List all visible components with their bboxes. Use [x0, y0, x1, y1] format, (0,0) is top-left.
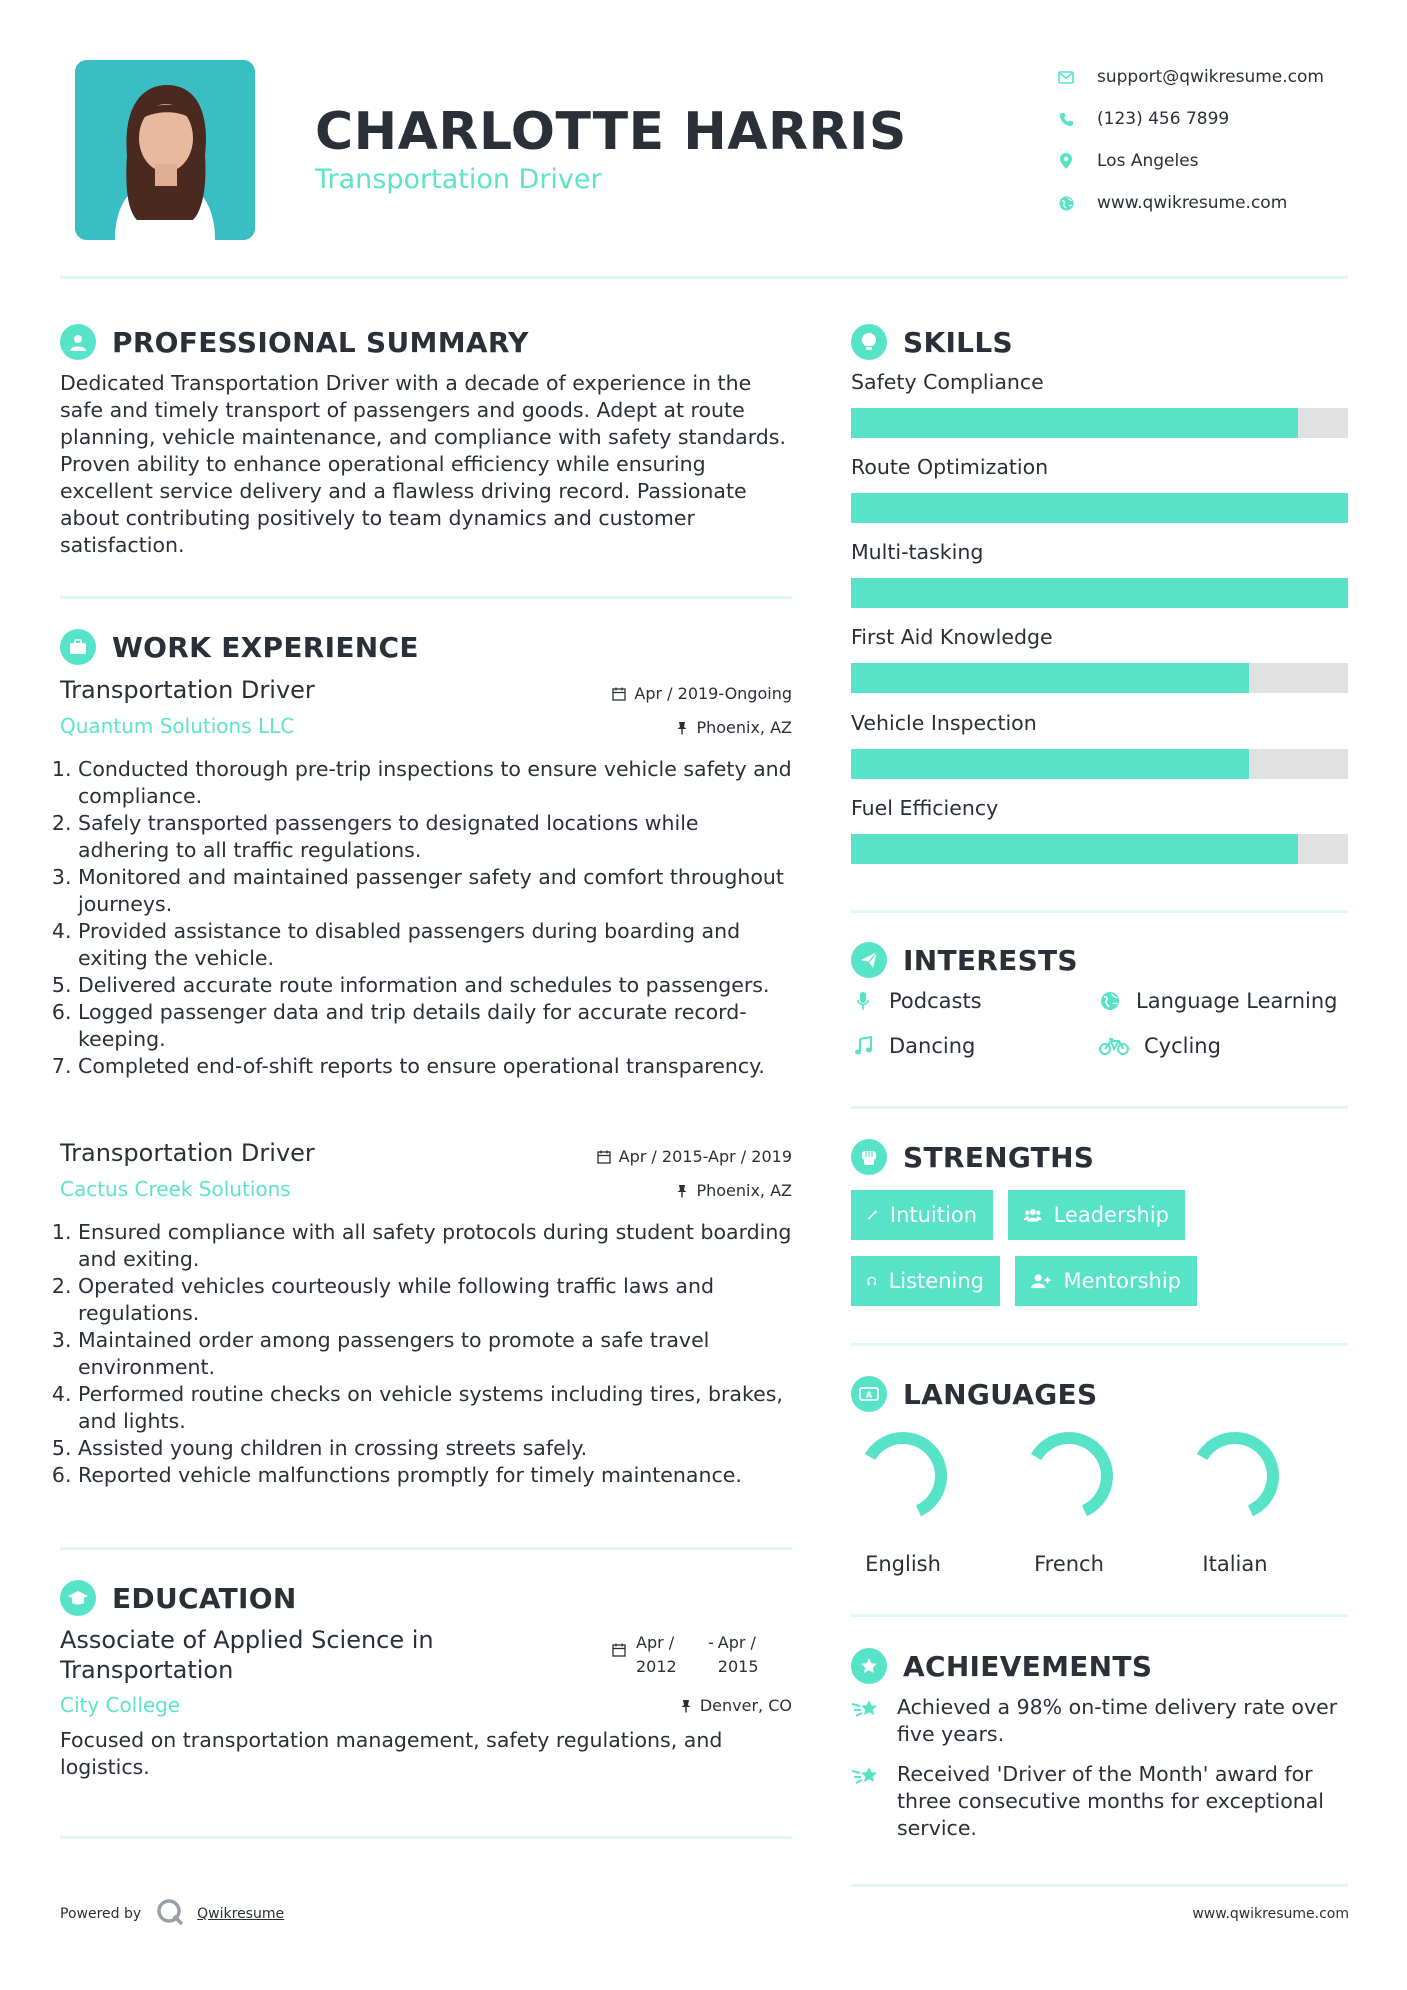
calendar-icon — [612, 1643, 626, 1657]
job-bullet: 2. Safely transported passengers to designated locations while adhering to all traffic regulations. — [78, 810, 792, 864]
achievements-heading-text: ACHIEVEMENTS — [903, 1649, 1153, 1683]
experience-divider — [60, 1547, 792, 1550]
skill-item — [851, 370, 1348, 438]
skill-bar-fill — [851, 749, 1249, 779]
education-start: Apr / 2012 — [636, 1633, 677, 1676]
user-plus-icon — [1031, 1272, 1052, 1290]
job-title: Transportation Driver — [60, 1139, 315, 1167]
skill-label: Vehicle Inspection — [851, 711, 1037, 735]
music-note-icon — [851, 1036, 875, 1056]
job-bullet: 2. Operated vehicles courteously while following traffic laws and regulations. — [78, 1273, 792, 1327]
microphone-icon — [851, 991, 875, 1011]
education-location — [680, 1696, 792, 1715]
strength-tag — [1008, 1190, 1185, 1240]
job-bullet: 5. Delivered accurate route information and schedules to passengers. — [78, 972, 792, 999]
svg-text:A: A — [865, 1390, 873, 1400]
interest-item — [851, 1034, 975, 1058]
job-dates — [612, 684, 792, 703]
language-ring-arc — [1036, 1438, 1107, 1511]
interest-label: Podcasts — [889, 989, 982, 1013]
powered-by-text: Powered by — [60, 1906, 142, 1922]
job-location — [676, 718, 792, 737]
strengths-heading-text: STRENGTHS — [903, 1140, 1095, 1174]
interest-item — [1098, 989, 1337, 1013]
fist-icon — [851, 1139, 887, 1175]
skill-item — [851, 796, 1348, 864]
calendar-icon — [597, 1150, 611, 1164]
pushpin-icon — [680, 1699, 692, 1713]
skill-bar-fill — [851, 663, 1249, 693]
job-company: Quantum Solutions LLC — [60, 714, 295, 738]
education-heading — [60, 1580, 297, 1616]
job-dates-text: Apr / 2015-Apr / 2019 — [618, 1147, 792, 1166]
language-ring — [853, 1426, 953, 1526]
skill-bar-fill — [851, 578, 1348, 608]
language-name: French — [1034, 1552, 1104, 1576]
skills-heading — [851, 324, 1013, 360]
strength-tag — [851, 1190, 993, 1240]
interests-divider — [851, 1106, 1348, 1109]
language-name: English — [865, 1552, 941, 1576]
job-bullet: 5. Assisted young children in crossing streets safely. — [78, 1435, 792, 1462]
bicycle-icon — [1098, 1037, 1130, 1055]
interest-label: Language Learning — [1136, 989, 1338, 1013]
briefcase-icon — [60, 629, 96, 665]
globe-icon — [1055, 192, 1077, 214]
education-end: Apr / 2015 — [717, 1633, 759, 1676]
contact-website-text: www.qwikresume.com — [1097, 193, 1288, 213]
strength-label: Intuition — [889, 1203, 977, 1227]
magic-wand-icon — [867, 1206, 878, 1224]
shooting-star-icon — [851, 1694, 897, 1748]
contact-phone-text: (123) 456 7899 — [1097, 109, 1230, 129]
job-bullets — [60, 1219, 792, 1489]
interests-heading-text: INTERESTS — [903, 943, 1078, 977]
skill-label: Safety Compliance — [851, 370, 1044, 394]
summary-text: Dedicated Transportation Driver with a decade of experience in the safe and timely transport of passengers and goods. Adept at route planning, vehicle maintenance, and compliance with safety standards. Proven ability to enhance operational efficiency while ensuring excellent service delivery and a flawless driving record. Passionate about contributing positively to team dynamics and customer satisfaction. — [60, 371, 786, 557]
header-divider — [60, 276, 1348, 279]
language-ring-arc — [1202, 1438, 1273, 1511]
job-bullet: 4. Provided assistance to disabled passengers during boarding and exiting the vehicle. — [78, 918, 792, 972]
education-location-text: Denver, CO — [699, 1696, 792, 1715]
education-heading-text: EDUCATION — [112, 1581, 297, 1615]
summary-heading — [60, 324, 529, 360]
strengths-divider — [851, 1343, 1348, 1346]
skill-label: Route Optimization — [851, 455, 1049, 479]
contact-website[interactable] — [1055, 182, 1324, 224]
skill-bar — [851, 834, 1348, 864]
interest-label: Dancing — [889, 1034, 976, 1058]
job-bullet: 3. Maintained order among passengers to promote a safe travel environment. — [78, 1327, 792, 1381]
language-card-icon — [851, 1376, 887, 1412]
job-bullet: 4. Performed routine checks on vehicle systems including tires, brakes, and lights. — [78, 1381, 792, 1435]
contact-location — [1055, 140, 1324, 182]
education-dates — [612, 1631, 774, 1679]
skills-heading-text: SKILLS — [903, 325, 1013, 359]
job-dates — [597, 1147, 792, 1166]
job-entry — [60, 676, 792, 1080]
job-entry — [60, 1139, 792, 1489]
skill-label: Multi-tasking — [851, 540, 984, 564]
footer-site-link[interactable]: www.qwikresume.com — [1192, 1906, 1349, 1922]
experience-heading — [60, 629, 419, 665]
language-item — [1185, 1426, 1285, 1576]
job-location-text: Phoenix, AZ — [696, 1181, 792, 1200]
achievements-divider — [851, 1884, 1348, 1887]
job-dates-text: Apr / 2019-Ongoing — [634, 684, 792, 703]
language-item — [1019, 1426, 1119, 1576]
interests-heading — [851, 942, 1078, 978]
shooting-star-icon — [851, 1761, 897, 1842]
job-title: Transportation Driver — [60, 676, 315, 704]
achievement-item — [851, 1694, 1351, 1748]
interest-item — [851, 989, 982, 1013]
star-badge-icon — [851, 1648, 887, 1684]
strength-label: Leadership — [1053, 1203, 1169, 1227]
users-icon — [1024, 1206, 1042, 1224]
job-bullet: 3. Monitored and maintained passenger safety and comfort throughout journeys. — [78, 864, 792, 918]
language-item — [853, 1426, 953, 1576]
contact-phone[interactable] — [1055, 98, 1324, 140]
candidate-name: CHARLOTTE HARRIS — [315, 102, 907, 162]
experience-heading-text: WORK EXPERIENCE — [112, 630, 419, 664]
interest-label: Cycling — [1144, 1034, 1221, 1058]
headphones-icon — [867, 1272, 877, 1290]
job-location — [676, 1181, 792, 1200]
phone-icon — [1055, 108, 1077, 130]
candidate-title: Transportation Driver — [315, 164, 602, 195]
languages-heading — [851, 1376, 1097, 1412]
achievement-text: Received 'Driver of the Month' award for three consecutive months for exceptional service. — [897, 1762, 1324, 1840]
strength-label: Mentorship — [1063, 1269, 1181, 1293]
contact-email[interactable] — [1055, 56, 1324, 98]
lightbulb-icon — [851, 324, 887, 360]
language-ring — [1019, 1426, 1119, 1526]
summary-heading-text: PROFESSIONAL SUMMARY — [112, 325, 529, 359]
education-divider — [60, 1836, 792, 1839]
strengths-heading — [851, 1139, 1094, 1175]
achievement-item — [851, 1761, 1351, 1842]
job-bullet: 6. Reported vehicle malfunctions promptly for timely maintenance. — [78, 1462, 792, 1489]
skill-label: First Aid Knowledge — [851, 625, 1053, 649]
skill-bar — [851, 749, 1348, 779]
job-bullets — [60, 756, 792, 1080]
languages-heading-text: LANGUAGES — [903, 1377, 1098, 1411]
calendar-icon — [612, 687, 626, 701]
contact-list — [1055, 56, 1324, 224]
skill-bar — [851, 493, 1348, 523]
strength-tag — [1015, 1256, 1197, 1306]
pushpin-icon — [676, 721, 688, 735]
qwikresume-logo-icon — [155, 1897, 185, 1931]
achievement-text: Achieved a 98% on-time delivery rate over five years. — [897, 1695, 1338, 1746]
skill-bar — [851, 578, 1348, 608]
job-bullet: 7. Completed end-of-shift reports to ensure operational transparency. — [78, 1053, 792, 1080]
job-company: Cactus Creek Solutions — [60, 1177, 291, 1201]
strength-label: Listening — [888, 1269, 984, 1293]
job-bullet: 1. Conducted thorough pre-trip inspections to ensure vehicle safety and compliance. — [78, 756, 792, 810]
skills-divider — [851, 910, 1348, 913]
globe-icon — [1098, 991, 1122, 1011]
contact-email-text: support@qwikresume.com — [1097, 67, 1324, 87]
user-icon — [60, 324, 96, 360]
skill-bar-fill — [851, 493, 1348, 523]
languages-divider — [851, 1614, 1348, 1617]
achievements-heading — [851, 1648, 1152, 1684]
envelope-icon — [1055, 66, 1077, 88]
profile-photo — [75, 60, 255, 240]
pushpin-icon — [676, 1184, 688, 1198]
skill-bar-fill — [851, 834, 1298, 864]
skill-item — [851, 625, 1348, 693]
education-school: City College — [60, 1693, 181, 1717]
education-description: Focused on transportation management, safety regulations, and logistics. — [60, 1728, 723, 1779]
education-degree: Associate of Applied Science in Transportation — [60, 1626, 434, 1684]
skill-item — [851, 455, 1348, 523]
job-bullet: 1. Ensured compliance with all safety protocols during student boarding and exiting. — [78, 1219, 792, 1273]
skill-item — [851, 711, 1348, 779]
skill-bar — [851, 663, 1348, 693]
graduation-cap-icon — [60, 1580, 96, 1616]
summary-divider — [60, 596, 792, 599]
interest-item — [1098, 1034, 1221, 1058]
job-bullet: 6. Logged passenger data and trip details daily for accurate record-keeping. — [78, 999, 792, 1053]
map-pin-icon — [1055, 150, 1077, 172]
skill-bar — [851, 408, 1348, 438]
skill-item — [851, 540, 1348, 608]
job-location-text: Phoenix, AZ — [696, 718, 792, 737]
language-name: Italian — [1202, 1552, 1268, 1576]
education-date-separator: - — [708, 1633, 714, 1652]
qwikresume-link[interactable]: Qwikresume — [197, 1906, 285, 1922]
language-ring-arc — [870, 1438, 941, 1511]
language-ring — [1185, 1426, 1285, 1526]
education-entry — [60, 1625, 792, 1781]
footer-powered-by — [60, 1897, 284, 1931]
contact-location-text: Los Angeles — [1097, 151, 1199, 171]
skill-bar-fill — [851, 408, 1298, 438]
paper-plane-icon — [851, 942, 887, 978]
skill-label: Fuel Efficiency — [851, 796, 999, 820]
strength-tag — [851, 1256, 1000, 1306]
